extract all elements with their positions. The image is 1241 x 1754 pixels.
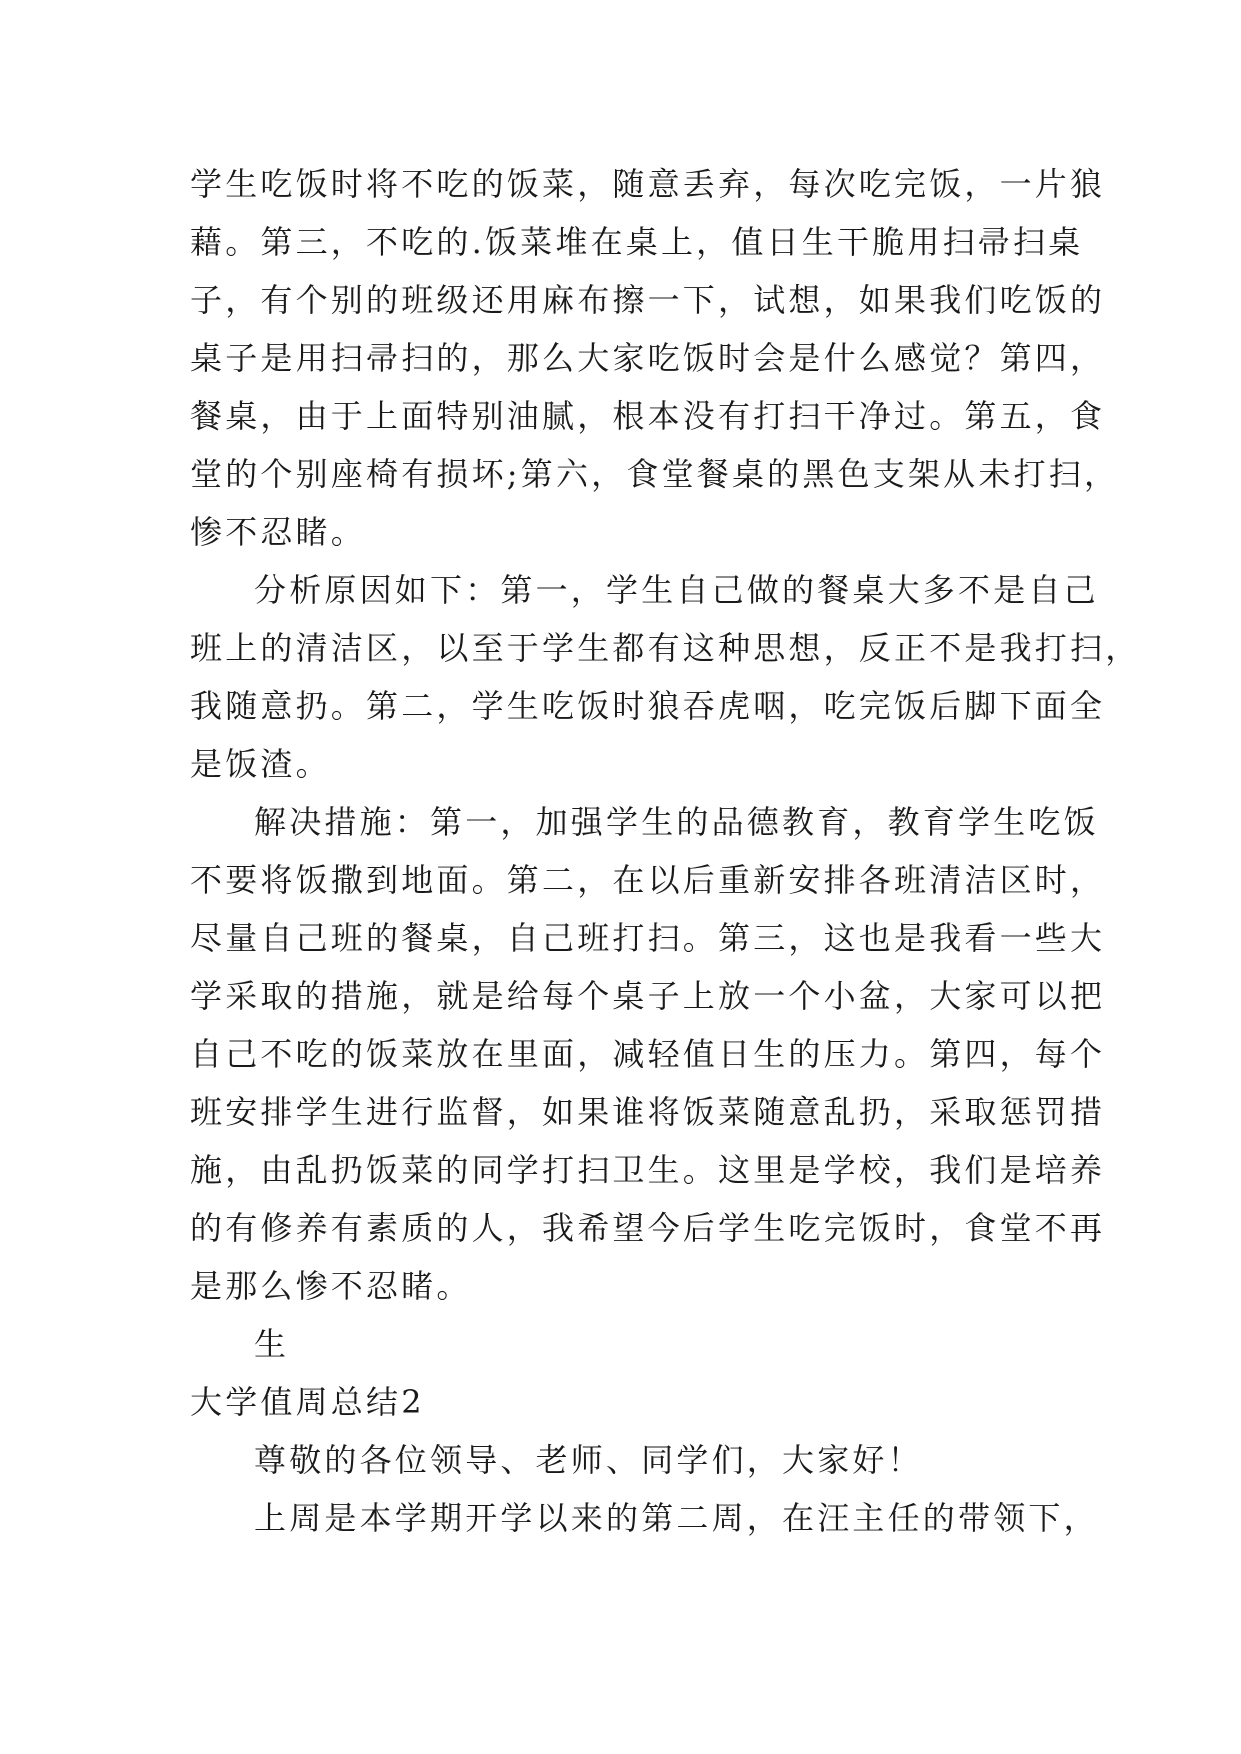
text-line: 堂的个别座椅有损坏;第六，食堂餐桌的黑色支架从未打扫， [190, 455, 1120, 493]
text-line: 施，由乱扔饭菜的同学打扫卫生。这里是学校，我们是培养 [190, 1151, 1106, 1189]
text-line: 不要将饭撒到地面。第二，在以后重新安排各班清洁区时， [190, 861, 1106, 899]
text-line: 是那么惨不忍睹。 [190, 1267, 472, 1305]
greeting-line: 尊敬的各位领导、老师、同学们，大家好！ [254, 1441, 923, 1479]
text-line: 班上的清洁区，以至于学生都有这种思想，反正不是我打扫， [190, 629, 1141, 667]
signature-line: 生 [254, 1325, 290, 1363]
text-line: 自己不吃的饭菜放在里面，减轻值日生的压力。第四，每个 [190, 1035, 1106, 1073]
paragraph-first-line: 上周是本学期开学以来的第二周，在汪主任的带领下， [254, 1499, 1099, 1537]
text-line: 学生吃饭时将不吃的饭菜，随意丢弃，每次吃完饭，一片狼 [190, 165, 1106, 203]
text-line: 惨不忍睹。 [190, 513, 367, 551]
section-heading: 大学值周总结2 [190, 1383, 425, 1421]
text-line: 班安排学生进行监督，如果谁将饭菜随意乱扔，采取惩罚措 [190, 1093, 1106, 1131]
text-line: 餐桌，由于上面特别油腻，根本没有打扫干净过。第五，食 [190, 397, 1106, 435]
text-line: 子，有个别的班级还用麻布擦一下，试想，如果我们吃饭的 [190, 281, 1106, 319]
text-line: 藉。第三，不吃的.饭菜堆在桌上，值日生干脆用扫帚扫桌 [190, 223, 1084, 261]
text-line: 是饭渣。 [190, 745, 331, 783]
text-line: 的有修养有素质的人，我希望今后学生吃完饭时，食堂不再 [190, 1209, 1106, 1247]
text-line: 尽量自己班的餐桌，自己班打扫。第三，这也是我看一些大 [190, 919, 1106, 957]
text-line: 学采取的措施，就是给每个桌子上放一个小盆，大家可以把 [190, 977, 1106, 1015]
text-line: 我随意扔。第二，学生吃饭时狼吞虎咽，吃完饭后脚下面全 [190, 687, 1106, 725]
paragraph-first-line: 分析原因如下：第一，学生自己做的餐桌大多不是自己 [254, 571, 1099, 609]
paragraph-first-line: 解决措施：第一，加强学生的品德教育，教育学生吃饭 [254, 803, 1099, 841]
text-line: 桌子是用扫帚扫的，那么大家吃饭时会是什么感觉？第四， [190, 339, 1106, 377]
